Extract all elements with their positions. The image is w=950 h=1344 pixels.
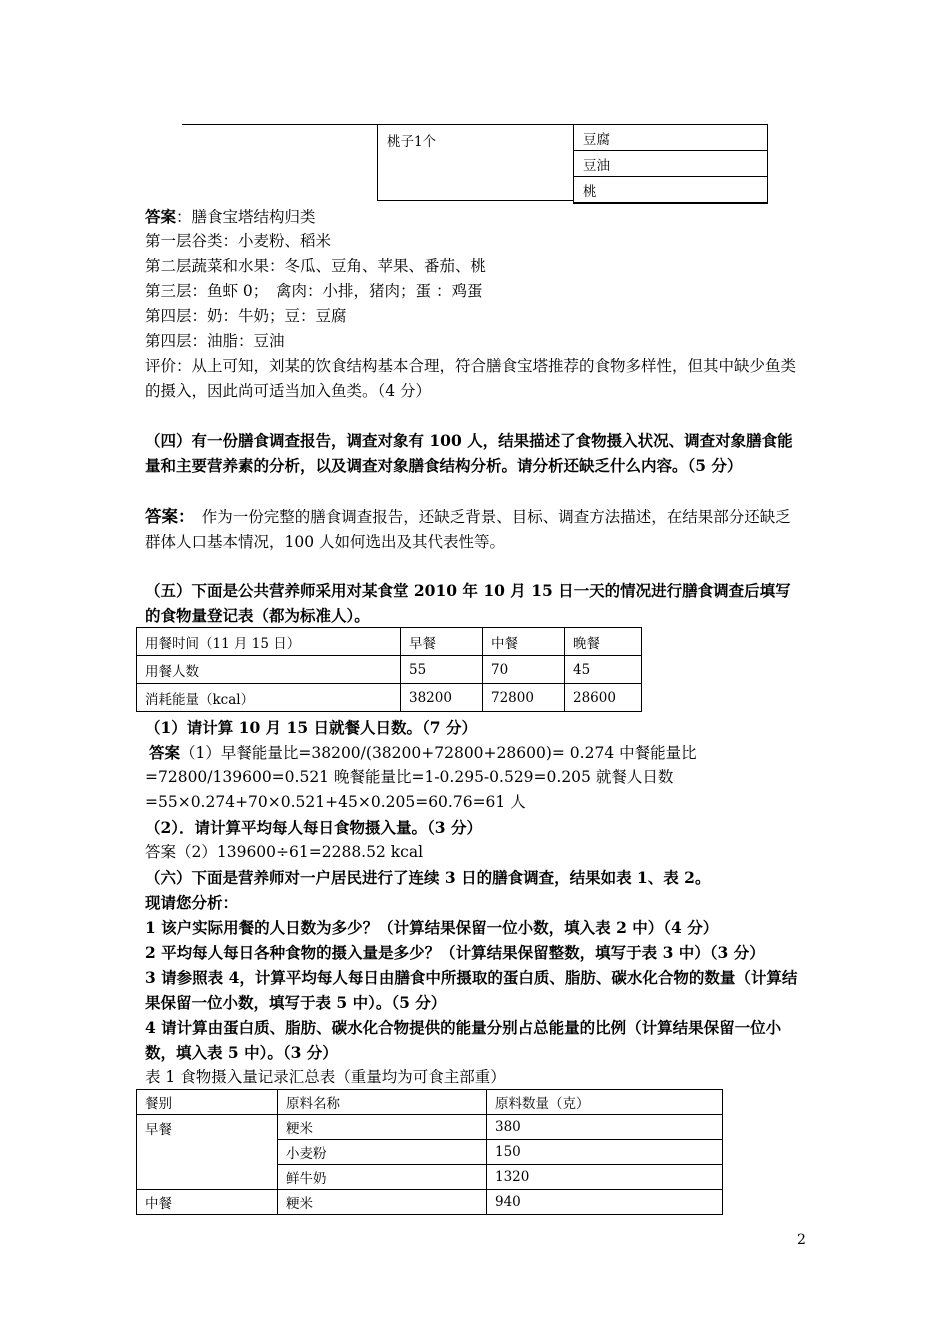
table-cell: 小麦粉 xyxy=(278,1140,487,1165)
table-row xyxy=(574,177,768,204)
q5-sub1: （1）请计算 10 月 15 日就餐人日数。（7 分） xyxy=(145,718,477,737)
q4-question: （四）有一份膳食调查报告，调查对象有 100 人，结果描述了食物摄入状况、调查对象膳食能量和主要营养素的分析，以及调查对象膳食结构分析。请分析还缺乏什么内容。（5 分） xyxy=(145,431,793,475)
table-cell: 鲜牛奶 xyxy=(278,1165,487,1190)
q5-answer1-line2: =72800/139600=0.521 晚餐能量比=1-0.295-0.529=0.205 就餐人日数 xyxy=(145,768,674,786)
table-header-row xyxy=(137,628,642,656)
table-header: 原料数量（克） xyxy=(487,1090,723,1115)
table-row xyxy=(137,1115,723,1140)
table-cell: 粳米 xyxy=(278,1190,487,1215)
table-cell: 28600 xyxy=(565,684,642,712)
table-row xyxy=(137,684,642,712)
table-header-row xyxy=(137,1090,723,1115)
table-header: 用餐时间（11 月 15 日） xyxy=(137,628,401,656)
answer-text: （1）早餐能量比=38200/(38200+72800+28600)= 0.274 中餐能量比 xyxy=(180,744,697,762)
table1-caption: 表 1 食物摄入量记录汇总表（重量均为可食主部重） xyxy=(145,1068,506,1086)
table-cell-meal: 早餐 xyxy=(137,1115,278,1190)
answer-text: 作为一份完整的膳食调查报告，还缺乏背景、目标、调查方法描述，在结果部分还缺乏群体人口基本情况，100 人如何选出及其代表性等。 xyxy=(145,508,791,551)
table-cell: 380 xyxy=(487,1115,723,1140)
q5-answer2: 答案（2）139600÷61=2288.52 kcal xyxy=(145,843,424,861)
table-cell: 70 xyxy=(483,656,565,684)
table-header: 晚餐 xyxy=(565,628,642,656)
q6-question: （六）下面是营养师对一户居民进行了连续 3 日的膳食调查，结果如表 1、表 2。 xyxy=(145,868,711,887)
answer1-evaluation: 评价：从上可知，刘某的饮食结构基本合理，符合膳食宝塔推荐的食物多样性，但其中缺少鱼类的摄入，因此尚可适当加入鱼类。（4 分） xyxy=(145,357,797,400)
table-cell: 桃 xyxy=(574,177,768,204)
answer1-line: 第三层：鱼虾 0； 禽肉：小排，猪肉；蛋 ：鸡蛋 xyxy=(145,282,483,300)
table-row xyxy=(574,151,768,177)
answer1-line: 第四层：奶：牛奶；豆：豆腐 xyxy=(145,307,347,325)
table-row xyxy=(137,656,642,684)
table-header: 原料名称 xyxy=(278,1090,487,1115)
top-table-right xyxy=(573,124,768,204)
table-cell: 72800 xyxy=(483,684,565,712)
q5-sub2: （2）．请计算平均每人每日食物摄入量。（3 分） xyxy=(145,818,482,837)
answer-intro: ：膳食宝塔结构归类 xyxy=(176,208,316,226)
q5-question: （五）下面是公共营养师采用对某食堂 2010 年 10 月 15 日一天的情况进行膳食调查后填写的食物量登记表（都为标准人）。 xyxy=(145,581,791,625)
table-cell: 55 xyxy=(401,656,483,684)
table-header: 中餐 xyxy=(483,628,565,656)
q6-prompt: 现请您分析： xyxy=(145,893,239,912)
answer-label: 答案 xyxy=(149,743,181,762)
table-header: 早餐 xyxy=(401,628,483,656)
table-cell: 用餐人数 xyxy=(137,656,401,684)
top-table-divider xyxy=(377,124,378,200)
q6-item: 1 该户实际用餐的人日数为多少？（计算结果保留一位小数，填入表 2 中）（4 分） xyxy=(145,918,719,937)
answer-label: 答案 xyxy=(145,207,177,226)
table-cell: 消耗能量（kcal） xyxy=(137,684,401,712)
q5-table xyxy=(136,627,642,712)
table-cell: 豆腐 xyxy=(574,125,768,151)
table-header: 餐别 xyxy=(137,1090,278,1115)
top-table-top-border xyxy=(182,124,574,125)
q5-answer1-line1 xyxy=(149,740,697,766)
table-cell: 豆油 xyxy=(574,151,768,177)
table-cell: 粳米 xyxy=(278,1115,487,1140)
answer1-line: 第一层谷类：小麦粉、稻米 xyxy=(145,232,332,250)
answer1-heading xyxy=(145,204,316,230)
answer1-line: 第二层蔬菜和水果：冬瓜、豆角、苹果、番茄、桃 xyxy=(145,257,487,275)
table1 xyxy=(136,1089,723,1215)
table-row xyxy=(137,1190,723,1215)
top-table-bottom-border xyxy=(377,200,574,201)
answer1-line: 第四层：油脂：豆油 xyxy=(145,332,285,350)
q6-item: 4 请计算由蛋白质、脂肪、碳水化合物提供的能量分别占总能量的比例（计算结果保留一位小数，填入表 5 中）。（3 分） xyxy=(145,1018,782,1062)
q4-answer xyxy=(145,504,805,555)
q5-answer1-line3: =55×0.274+70×0.521+45×0.205=60.76=61 人 xyxy=(145,793,526,811)
top-table-middle-cell: 桃子1个 xyxy=(387,134,437,150)
table-cell-meal: 中餐 xyxy=(137,1190,278,1215)
answer-label: 答案： xyxy=(145,507,187,526)
table-cell: 1320 xyxy=(487,1165,723,1190)
table-cell: 150 xyxy=(487,1140,723,1165)
table-cell: 940 xyxy=(487,1190,723,1215)
q6-item: 3 请参照表 4，计算平均每人每日由膳食中所摄取的蛋白质、脂肪、碳水化合物的数量（计算结果保留一位小数，填写于表 5 中）。（5 分） xyxy=(145,968,798,1012)
table-row xyxy=(574,125,768,151)
q6-item: 2 平均每人每日各种食物的摄入量是多少？（计算结果保留整数，填写于表 3 中）（3 分） xyxy=(145,943,765,962)
table-cell: 38200 xyxy=(401,684,483,712)
table-cell: 45 xyxy=(565,656,642,684)
page-number: 2 xyxy=(797,1232,806,1248)
